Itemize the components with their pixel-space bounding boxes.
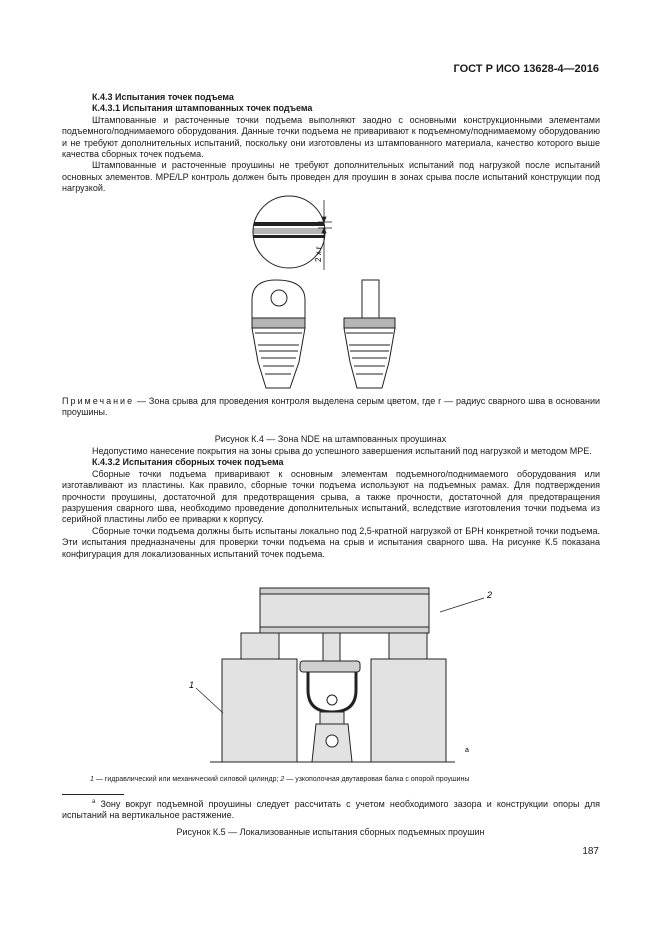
footnote-text: Зону вокруг подъемной проушины следует рассчитать с учетом необходимого зазора и конструкции опоры для испытаний на вертикальное растяжение.: [62, 799, 600, 821]
figure-k5-legend: [90, 776, 469, 783]
page-number: 187: [582, 846, 599, 857]
callout-a: a: [465, 747, 469, 754]
padeye-side-view: [344, 280, 395, 388]
figure-k4-note: [62, 396, 600, 419]
figure-k4: [0, 195, 661, 390]
i-beam: [260, 588, 429, 633]
paragraph: Штампованные и расточенные точки подъема выполняют заодно с основными конструкционными элементами подъемного/поднимаемого оборудования. Данные точки подъема не приваривают к подъемному/поднимаемому оборудованию и не требуют дополнительных испытаний, поскольку они изготовлены из штампованного материала, качество которого выше качества сборных точек подъема.: [62, 114, 600, 160]
paragraph: Сборные точки подъема должны быть испытаны локально под 2,5-кратной нагрузкой от БРН конкретной точки подъема. Эти испытания предназначены для проверки точки подъема на срыв и испытания сварного шва. На рисунке К.5 показана конфигурация для локализованных испытаний точек подъема.: [62, 525, 600, 559]
callout-2: 2: [487, 590, 493, 600]
support-right: [371, 633, 446, 762]
heading-k432: К.4.3.2 Испытания сборных точек подъема: [92, 457, 284, 468]
heading-k431: К.4.3.1 Испытания штампованных точек подъема: [92, 103, 313, 114]
paragraph: Недопустимо нанесение покрытия на зоны срыва до успешного завершения испытаний под нагрузкой и методом MPE.: [92, 446, 592, 456]
paragraph: Штампованные и расточенные проушины не требуют дополнительных испытаний под нагрузкой после испытаний основных элементов. MPE/LP контроль должен быть проведен для проушин в зонах срыва после испытаний конструкции под нагрузкой.: [62, 160, 600, 194]
shackle-assembly: [300, 633, 360, 762]
callout-1: 1: [189, 680, 195, 690]
legend-num-1: 1: [90, 776, 94, 783]
section-k43: [62, 92, 600, 195]
section-k432: [62, 446, 600, 560]
legend-text-1: — гидравлический или механический силовой цилиндр;: [93, 776, 281, 783]
figure-k5-caption: Рисунок К.5 — Локализованные испытания сборных подъемных проушин: [176, 827, 485, 837]
footnote-separator: [62, 794, 124, 795]
footnote: [62, 797, 600, 822]
legend-text-2: — узкополочная двутавровая балка с опорой проушины: [284, 776, 470, 783]
figure-k4-caption: Рисунок К.4 — Зона NDE на штампованных проушинах: [214, 434, 447, 444]
padeye-front-view: [252, 280, 305, 388]
standard-header: ГОСТ Р ИСО 13628-4—2016: [453, 63, 599, 75]
figure-k5: [0, 582, 661, 772]
dimension-label: 2 x r: [314, 246, 323, 262]
note-text: — Зона срыва для проведения контроля выделена серым цветом, где r — радиус сварного шва в основании проушины.: [62, 396, 600, 418]
paragraph: Сборные точки подъема приваривают к основным элементам подъемного/поднимаемого оборудования или изготавливают из пластины. Как правило, сборные точки подъема используют на подъемных рамах. Для подтверждения прочности проушины, достаточной для предотвращения срыва, а также прочности, достаточной для предотвращения разрушения сварного шва, необходимо проведение дополнительных испытаний, вследствие изготовления точки подъема из серийной пластины либо ее приварки к корпусу.: [62, 468, 600, 525]
note-label: Примечание: [62, 396, 135, 406]
support-left: [222, 633, 297, 762]
legend-num-2: 2: [280, 776, 285, 783]
heading-k43: К.4.3 Испытания точек подъема: [92, 92, 234, 102]
footnote-marker: a: [92, 799, 96, 805]
